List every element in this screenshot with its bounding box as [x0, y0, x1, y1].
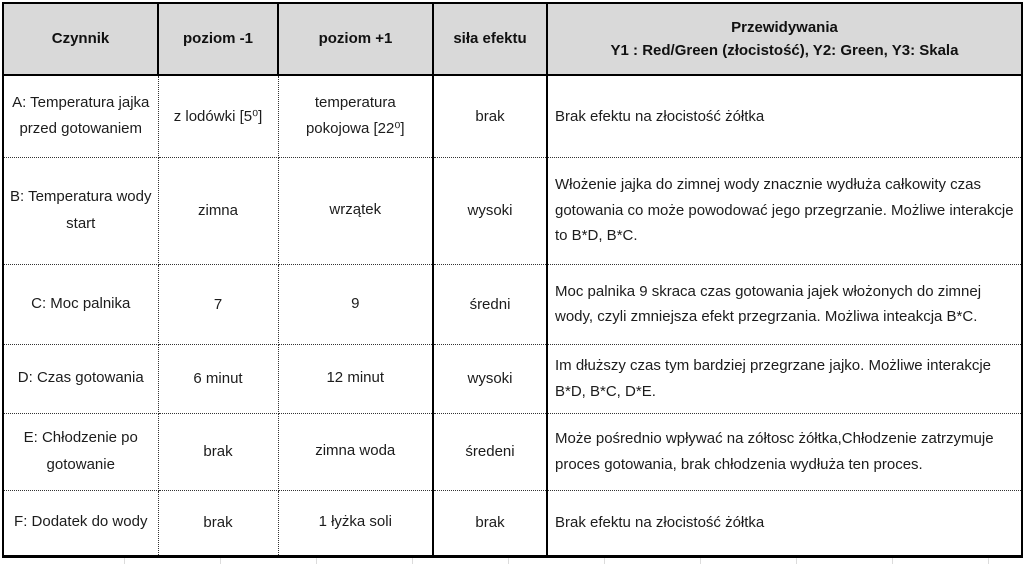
- doe-factors-table: [2, 2, 1023, 558]
- spreadsheet-gridline: [604, 558, 605, 564]
- factor-name: C: Moc palnika: [3, 264, 158, 344]
- factor-name: A: Temperatura jajka przed gotowaniem: [3, 75, 158, 157]
- spreadsheet-gridline: [316, 558, 317, 564]
- level-plus-value: 12 minut: [278, 344, 433, 413]
- factor-name: D: Czas gotowania: [3, 344, 158, 413]
- level-minus-value: z lodówki [5⁰]: [158, 75, 278, 157]
- table-row-factor-c: [3, 264, 1022, 344]
- spreadsheet-gridline: [508, 558, 509, 564]
- effect-strength: brak: [433, 75, 547, 157]
- level-minus-value: 6 minut: [158, 344, 278, 413]
- col-header-czynnik: Czynnik: [3, 3, 158, 75]
- prediction-text: Włożenie jajka do zimnej wody znacznie wydłuża całkowity czas gotowania co może powodować jego przegrzanie. Możliwe interakcje to B*D, B*C.: [547, 157, 1022, 264]
- prediction-text: Brak efektu na złocistość żółtka: [547, 75, 1022, 157]
- factor-name: B: Temperatura wody start: [3, 157, 158, 264]
- effect-strength: średeni: [433, 413, 547, 490]
- factor-name: F: Dodatek do wody: [3, 490, 158, 556]
- spreadsheet-gridline: [700, 558, 701, 564]
- prediction-text: Im dłuższy czas tym bardziej przegrzane jajko. Możliwe interakcje B*D, B*C, D*E.: [547, 344, 1022, 413]
- level-plus-value: 9: [278, 264, 433, 344]
- prediction-text: Brak efektu na złocistość żółtka: [547, 490, 1022, 556]
- table-row-factor-b: [3, 157, 1022, 264]
- spreadsheet-gridline: [892, 558, 893, 564]
- effect-strength: brak: [433, 490, 547, 556]
- spreadsheet-gridline: [412, 558, 413, 564]
- przewidywania-subtitle: Y1 : Red/Green (złocistość), Y2: Green, Y3: Skala: [610, 42, 959, 59]
- level-plus-value: zimna woda: [278, 413, 433, 490]
- level-minus-value: brak: [158, 490, 278, 556]
- spreadsheet-gridline: [220, 558, 221, 564]
- table-row-factor-e: [3, 413, 1022, 490]
- effect-strength: wysoki: [433, 344, 547, 413]
- col-header-sila-efektu: siła efektu: [433, 3, 547, 75]
- level-minus-value: brak: [158, 413, 278, 490]
- przewidywania-title: Przewidywania: [731, 18, 838, 36]
- prediction-text: Może pośrednio wpływać na zółtosc żółtka,Chłodzenie zatrzymuje proces gotowania, brak chłodzenia wydłuża ten proces.: [547, 413, 1022, 490]
- table-row-factor-f: [3, 490, 1022, 556]
- col-header-poziom-plus: poziom +1: [278, 3, 433, 75]
- effect-strength: wysoki: [433, 157, 547, 264]
- table-row-factor-d: [3, 344, 1022, 413]
- level-plus-value: 1 łyżka soli: [278, 490, 433, 556]
- col-header-poziom-minus: poziom -1: [158, 3, 278, 75]
- col-header-przewidywania: [547, 3, 1022, 75]
- table-row-factor-a: [3, 75, 1022, 157]
- level-minus-value: 7: [158, 264, 278, 344]
- factor-name: E: Chłodzenie po gotowanie: [3, 413, 158, 490]
- level-plus-value: temperatura pokojowa [22⁰]: [278, 75, 433, 157]
- effect-strength: średni: [433, 264, 547, 344]
- level-minus-value: zimna: [158, 157, 278, 264]
- level-plus-value: wrzątek: [278, 157, 433, 264]
- spreadsheet-gridline: [796, 558, 797, 564]
- header-row: [3, 3, 1022, 75]
- spreadsheet-gridline: [988, 558, 989, 564]
- prediction-text: Moc palnika 9 skraca czas gotowania jajek włożonych do zimnej wody, czyli zmniejsza efekt przegrzania. Możliwa inteakcja B*C.: [547, 264, 1022, 344]
- spreadsheet-gridline: [124, 558, 125, 564]
